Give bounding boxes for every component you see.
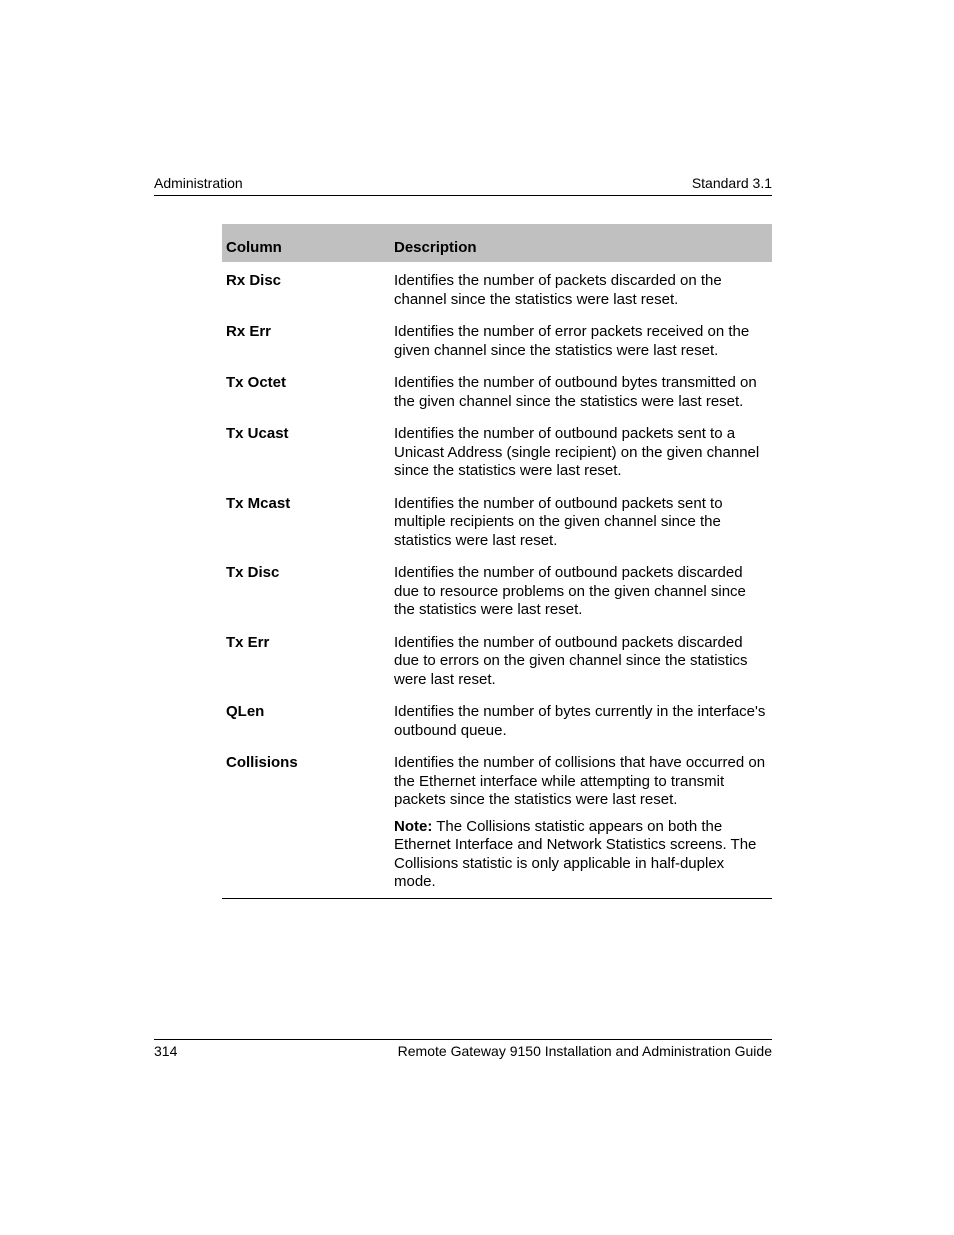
note-body: The Collisions statistic appears on both the Ethernet Interface and Network Statistics screens. The Collisions statistic is only applicable in half-duplex mode. <box>394 817 757 890</box>
table-row <box>222 415 772 485</box>
note-text <box>390 814 772 898</box>
row-description: Identifies the number of packets discarded on the channel since the statistics were last reset. <box>394 272 722 308</box>
row-name: Tx Ucast <box>226 425 289 442</box>
row-description: Identifies the number of outbound packets sent to a Unicast Address (single recipient) on the given channel since the statistics were last reset. <box>394 425 760 479</box>
page-footer <box>154 1039 772 1064</box>
row-description: Identifies the number of outbound packets sent to multiple recipients on the given channel since the statistics were last reset. <box>394 494 723 549</box>
row-name: Tx Mcast <box>226 494 291 512</box>
note-row <box>222 814 772 898</box>
row-description: Identifies the number of outbound packets discarded due to resource problems on the given channel since the statistics were last reset. <box>394 564 746 618</box>
row-name: QLen <box>226 703 265 720</box>
header-version: Standard 3.1 <box>691 175 772 191</box>
header-section-title: Administration <box>154 175 243 191</box>
note-spacer <box>222 814 390 898</box>
row-name: Collisions <box>226 754 298 771</box>
column-header-column: Column <box>222 224 390 262</box>
row-description: Identifies the number of collisions that have occurred on the Ethernet interface while attempting to transmit packets since the statistics were last reset. <box>394 754 766 808</box>
row-name: Rx Err <box>226 323 272 340</box>
row-description: Identifies the number of bytes currently in the interface's outbound queue. <box>394 703 766 739</box>
table-row <box>222 313 772 364</box>
column-header-description: Description <box>390 224 772 262</box>
row-name: Rx Disc <box>226 272 282 289</box>
row-description: Identifies the number of outbound bytes transmitted on the given channel since the statistics were last reset. <box>394 374 757 410</box>
row-name: Tx Disc <box>226 564 280 581</box>
statistics-columns-table <box>222 224 772 899</box>
page-number: 314 <box>154 1043 178 1059</box>
table-row <box>222 485 772 555</box>
table-row <box>222 554 772 624</box>
page-header <box>154 175 772 196</box>
table-row <box>222 262 772 313</box>
row-description: Identifies the number of outbound packets discarded due to errors on the given channel since the statistics were last reset. <box>394 633 748 688</box>
note-label: Note: <box>394 817 433 835</box>
table-row <box>222 693 772 744</box>
table-row <box>222 364 772 415</box>
table-header-row <box>222 224 772 262</box>
document-title: Remote Gateway 9150 Installation and Administration Guide <box>397 1043 772 1059</box>
table-row <box>222 624 772 694</box>
row-description: Identifies the number of error packets received on the given channel since the statistics were last reset. <box>394 323 750 359</box>
table-row <box>222 744 772 814</box>
row-name: Tx Octet <box>226 374 287 391</box>
row-name: Tx Err <box>226 633 270 651</box>
